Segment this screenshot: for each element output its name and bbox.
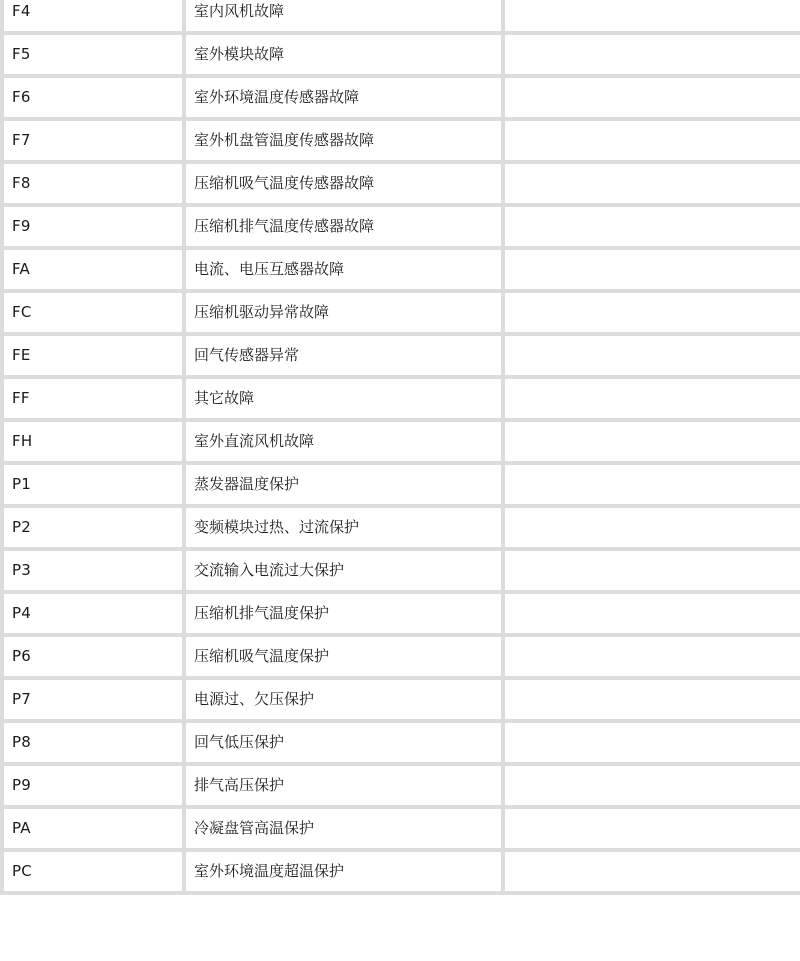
fault-code-cell: F5: [4, 35, 182, 74]
fault-description-cell: 压缩机排气温度保护: [186, 594, 501, 633]
fault-note-cell: [505, 809, 800, 848]
fault-description-cell: 回气传感器异常: [186, 336, 501, 375]
fault-description-cell: 排气高压保护: [186, 766, 501, 805]
fault-code-cell: FC: [4, 293, 182, 332]
table-row: [4, 551, 800, 590]
fault-note-cell: [505, 723, 800, 762]
fault-description-cell: 交流输入电流过大保护: [186, 551, 501, 590]
fault-code-cell: FF: [4, 379, 182, 418]
table-row: [4, 723, 800, 762]
fault-description-cell: 其它故障: [186, 379, 501, 418]
fault-code-cell: PA: [4, 809, 182, 848]
fault-description-cell: 压缩机驱动异常故障: [186, 293, 501, 332]
fault-note-cell: [505, 78, 800, 117]
fault-table-body: [4, 0, 800, 891]
fault-description-cell: 室外机盘管温度传感器故障: [186, 121, 501, 160]
table-row: [4, 379, 800, 418]
fault-note-cell: [505, 852, 800, 891]
table-row: [4, 164, 800, 203]
table-row: [4, 121, 800, 160]
fault-code-cell: F7: [4, 121, 182, 160]
table-row: [4, 594, 800, 633]
table-row: [4, 250, 800, 289]
fault-code-cell: P9: [4, 766, 182, 805]
fault-note-cell: [505, 0, 800, 31]
fault-code-cell: P2: [4, 508, 182, 547]
table-row: [4, 293, 800, 332]
fault-description-cell: 压缩机吸气温度保护: [186, 637, 501, 676]
fault-code-cell: P7: [4, 680, 182, 719]
fault-note-cell: [505, 379, 800, 418]
fault-code-cell: F6: [4, 78, 182, 117]
fault-description-cell: 冷凝盘管高温保护: [186, 809, 501, 848]
table-row: [4, 207, 800, 246]
fault-note-cell: [505, 637, 800, 676]
fault-code-cell: F9: [4, 207, 182, 246]
fault-note-cell: [505, 465, 800, 504]
table-row: [4, 35, 800, 74]
table-row: [4, 336, 800, 375]
fault-code-cell: F4: [4, 0, 182, 31]
fault-code-cell: P4: [4, 594, 182, 633]
table-row: [4, 508, 800, 547]
table-row: [4, 465, 800, 504]
table-row: [4, 680, 800, 719]
table-row: [4, 809, 800, 848]
table-row: [4, 766, 800, 805]
fault-note-cell: [505, 551, 800, 590]
fault-note-cell: [505, 164, 800, 203]
fault-code-cell: F8: [4, 164, 182, 203]
table-row: [4, 422, 800, 461]
fault-description-cell: 室内风机故障: [186, 0, 501, 31]
fault-description-cell: 室外环境温度传感器故障: [186, 78, 501, 117]
fault-note-cell: [505, 336, 800, 375]
fault-code-cell: P8: [4, 723, 182, 762]
fault-description-cell: 蒸发器温度保护: [186, 465, 501, 504]
fault-code-cell: P6: [4, 637, 182, 676]
fault-code-cell: P1: [4, 465, 182, 504]
fault-note-cell: [505, 766, 800, 805]
fault-description-cell: 电流、电压互感器故障: [186, 250, 501, 289]
fault-description-cell: 室外环境温度超温保护: [186, 852, 501, 891]
table-row: [4, 78, 800, 117]
fault-description-cell: 压缩机排气温度传感器故障: [186, 207, 501, 246]
fault-note-cell: [505, 422, 800, 461]
fault-note-cell: [505, 250, 800, 289]
table-row: [4, 637, 800, 676]
table-row: [4, 852, 800, 891]
fault-description-cell: 电源过、欠压保护: [186, 680, 501, 719]
fault-note-cell: [505, 35, 800, 74]
fault-note-cell: [505, 121, 800, 160]
fault-note-cell: [505, 508, 800, 547]
fault-description-cell: 室外模块故障: [186, 35, 501, 74]
fault-note-cell: [505, 680, 800, 719]
table-row: [4, 0, 800, 31]
fault-code-cell: FA: [4, 250, 182, 289]
fault-code-cell: PC: [4, 852, 182, 891]
fault-code-cell: P3: [4, 551, 182, 590]
fault-note-cell: [505, 293, 800, 332]
fault-note-cell: [505, 207, 800, 246]
fault-description-cell: 室外直流风机故障: [186, 422, 501, 461]
fault-note-cell: [505, 594, 800, 633]
fault-description-cell: 压缩机吸气温度传感器故障: [186, 164, 501, 203]
fault-code-cell: FH: [4, 422, 182, 461]
fault-code-cell: FE: [4, 336, 182, 375]
fault-description-cell: 变频模块过热、过流保护: [186, 508, 501, 547]
fault-description-cell: 回气低压保护: [186, 723, 501, 762]
